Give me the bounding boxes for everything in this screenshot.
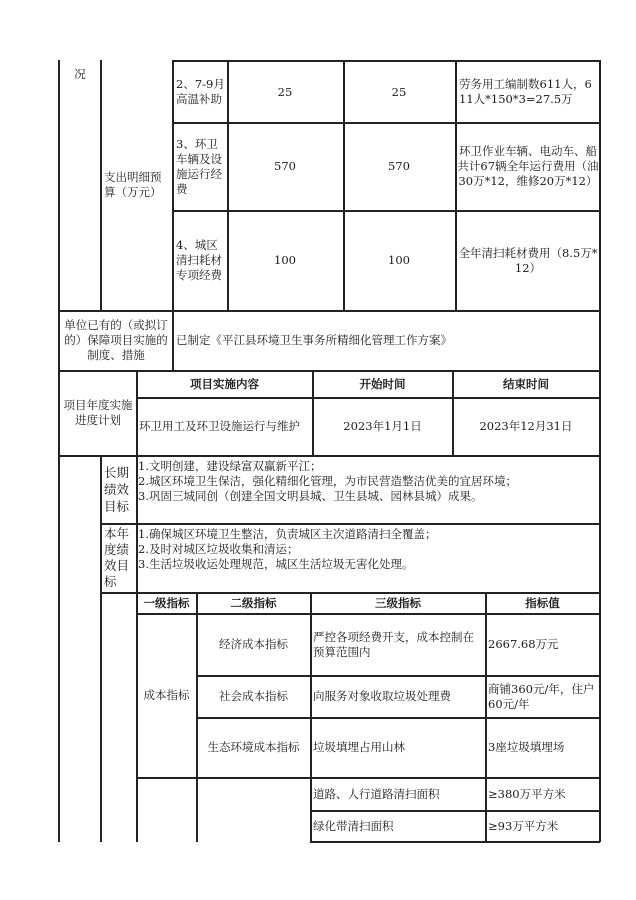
long-term-goals [138, 456, 598, 523]
schedule-content: 环卫用工及环卫设施运行与维护 [139, 419, 300, 433]
indicator-level2: 社会成本指标 [219, 689, 288, 703]
cost-indicator-label: 成本指标 [143, 688, 190, 702]
indicator-level2: 生态环境成本指标 [207, 740, 300, 754]
expense-item-amount: 25 [391, 84, 407, 99]
indicator-header-level2: 二级指标 [230, 595, 277, 610]
expense-item-budget: 25 [277, 84, 293, 99]
long-term-goal: 2.城区环境卫生保洁，强化精细化管理，为市民营造整洁优美的宜居环境； [138, 474, 517, 488]
section-label-fragment: 况 [74, 66, 86, 81]
annual-goal: 3.生活垃圾收运处理规范，城区生活垃圾无害化处理。 [138, 557, 414, 571]
expense-item-note: 环卫作业车辆、电动车、船共计67辆全年运行费用（油30万*12，维修20万*12） [457, 144, 599, 188]
schedule-header-start: 开始时间 [359, 376, 406, 391]
expense-item-name: 3、环卫车辆及设施运行经费 [176, 136, 222, 196]
indicator-level3: 道路、人行道路清扫面积 [313, 786, 440, 801]
table-border-right [599, 60, 601, 842]
long-term-goal: 3.巩固三城同创（创建全国文明县城、卫生县城、园林县城）成果。 [138, 489, 483, 503]
measures-value: 已制定《平江县环境卫生事务所精细化管理工作方案》 [176, 333, 452, 347]
schedule-start: 2023年1月1日 [343, 419, 422, 433]
indicator-level3: 绿化带清扫面积 [313, 818, 394, 833]
long-term-goal: 1.文明创建，建设绿富双赢新平江； [138, 459, 322, 473]
indicator-header-level3: 三级指标 [375, 595, 421, 610]
indicator-value: ≥93万平方米 [488, 818, 559, 833]
expense-item-amount: 100 [388, 253, 410, 267]
expense-item-budget: 100 [274, 253, 296, 267]
annual-goals [138, 524, 598, 592]
expense-item-amount: 570 [388, 159, 410, 173]
indicator-header-value: 指标值 [525, 595, 560, 610]
expense-detail-label-text: 支出明细预算（万元） [104, 170, 162, 199]
indicator-level3: 严控各项经费开支，成本控制在预算范围内 [313, 629, 474, 659]
expense-item-note: 劳务用工编制数611人，611人*150*3=27.5万 [459, 77, 592, 106]
expense-item-note: 全年清扫耗材费用（8.5万*12） [458, 245, 598, 275]
long-term-label: 长期绩效目标 [104, 465, 130, 514]
indicator-level3: 垃圾填埋占用山林 [313, 740, 405, 754]
indicator-level2: 经济成本指标 [219, 637, 288, 651]
measures-label: 单位已有的（或拟订的）保障项目实施的制度、措施 [64, 318, 168, 362]
schedule-end: 2023年12月31日 [479, 419, 573, 433]
schedule-label: 项目年度实施进度计划 [63, 398, 133, 427]
annual-goal: 1.确保城区环境卫生整洁，负责城区主次道路清扫全覆盖； [138, 527, 437, 541]
indicator-value: 3座垃圾填埋场 [488, 740, 565, 754]
schedule-header-content: 项目实施内容 [190, 376, 259, 391]
indicator-value: ≥380万平方米 [488, 786, 566, 801]
expense-detail-label [102, 60, 172, 310]
indicator-level3: 向服务对象收取垃圾处理费 [313, 689, 451, 703]
expense-item-budget: 570 [274, 159, 296, 173]
indicator-value: 2667.68万元 [488, 637, 559, 651]
indicator-header-level1: 一级指标 [143, 595, 190, 610]
expense-item-name: 4、城区清扫耗材专项经费 [176, 238, 222, 282]
annual-goal: 2.及时对城区垃圾收集和清运； [138, 542, 299, 556]
expense-item-name: 2、7-9月高温补助 [176, 77, 225, 106]
divider [310, 841, 600, 843]
indicator-value: 商铺360元/年，住户60元/年 [488, 681, 595, 711]
schedule-header-end: 结束时间 [503, 376, 549, 391]
annual-label: 本年度绩效目标 [104, 526, 130, 589]
